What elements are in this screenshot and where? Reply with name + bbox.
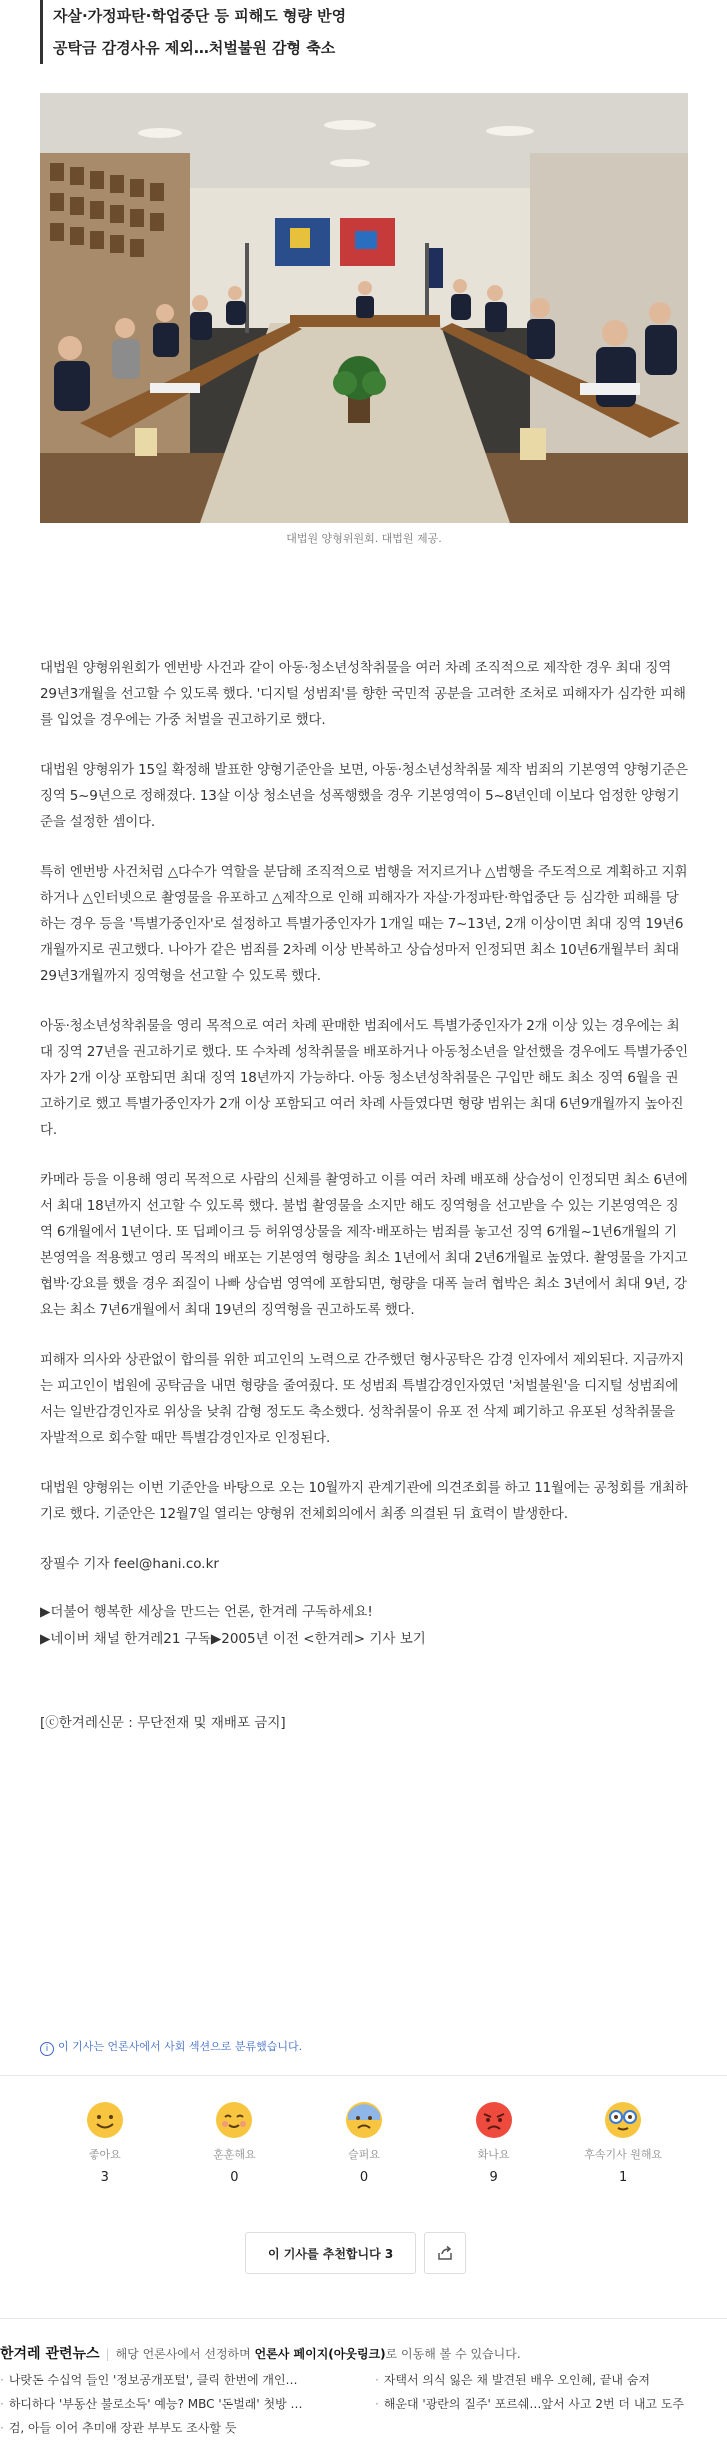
reaction-want-more[interactable]	[578, 2100, 668, 2185]
separator: |	[105, 2347, 110, 2361]
section-notice-text: 이 기사는 언론사에서 사회 섹션으로 분류했습니다.	[58, 2040, 303, 2053]
reaction-count: 3	[100, 2170, 109, 2185]
related-news-title-text: 나랏돈 수십억 들인 '정보공개포털', 클릭 한번에 개인…	[8, 2373, 298, 2387]
copyright-notice: [ⓒ한겨레신문 : 무단전재 및 재배포 금지]	[40, 1715, 286, 1731]
subtitle-line-1: 자살·가정파탄·학업중단 등 피해도 형량 반영	[53, 7, 347, 25]
article-subtitle	[40, 0, 693, 64]
subtitle-line-2: 공탁금 감경사유 제외…처벌불원 감형 축소	[53, 39, 336, 57]
bullet-icon: ·	[375, 2397, 379, 2411]
related-news-title-text: 하디하다 '부동산 불로소득' 예능? MBC '돈벌래' 첫방 …	[8, 2397, 303, 2411]
reaction-like[interactable]	[60, 2100, 150, 2185]
reaction-count: 1	[619, 2170, 628, 2185]
article-paragraph: 대법원 양형위는 이번 기준안을 바탕으로 오는 10월까지 관계기관에 의견조회를 하고 11월에는 공청회를 개최하기로 했다. 기준안은 12월7일 열리는 양형위 전체회의에서 최종 의결된 뒤 효력이 발생한다.	[40, 1480, 688, 1522]
related-row	[0, 2395, 727, 2419]
related-desc-bold: 언론사 페이지(아웃링크)	[254, 2347, 386, 2361]
related-news-item[interactable]	[0, 2419, 363, 2443]
bullet-icon: ·	[0, 2373, 4, 2387]
related-news-title-text: 해운대 '광란의 질주' 포르쉐…앞서 사고 2번 더 내고 도주	[383, 2397, 685, 2411]
bullet-icon: ·	[0, 2421, 4, 2435]
like-face-icon	[85, 2100, 125, 2140]
sad-face-icon	[344, 2100, 384, 2140]
related-news-item[interactable]	[363, 2371, 726, 2395]
section-notice	[40, 2038, 302, 2056]
info-icon: i	[40, 2042, 54, 2056]
reaction-label: 화나요	[477, 2148, 510, 2161]
subscribe-link[interactable]: ▶더불어 행복한 세상을 만드는 언론, 한겨레 구독하세요!	[40, 1604, 373, 1620]
warm-face-icon	[214, 2100, 254, 2140]
reaction-label: 슬퍼요	[348, 2148, 380, 2161]
related-desc-prefix: 해당 언론사에서 선정하며	[115, 2347, 255, 2361]
byline: 장필수 기자 feel@hani.co.kr	[40, 1556, 219, 1572]
reaction-count: 0	[230, 2170, 239, 2185]
meeting-room-illustration	[40, 93, 688, 523]
reaction-count: 9	[489, 2170, 498, 2185]
related-row	[0, 2371, 727, 2395]
divider	[0, 2318, 727, 2319]
recommend-button[interactable]: 이 기사를 추천합니다 3	[245, 2232, 416, 2274]
related-news-item[interactable]	[0, 2395, 363, 2419]
reaction-sad[interactable]	[319, 2100, 409, 2185]
article-body	[40, 655, 688, 1731]
bullet-icon: ·	[375, 2373, 379, 2387]
article-paragraph: 카메라 등을 이용해 영리 목적으로 사람의 신체를 촬영하고 이를 여러 차례 배포해 상습성이 인정되면 최소 6년에서 최대 18년까지 선고할 수 있도록 했다. 불법 촬영물을 소지만 해도 징역형을 선고받을 수 있는 기본영역은 징역 6개월에서 1년이다. 또 딥페이크 등 허위영상물을 제작·배포하는 범죄를 놓고선 징역 6개월~1년6개월의 기본영역을 적용했고 영리 목적의 배포는 기본영역 형량을 최소 1년에서 최대 2년6개월로 높였다. 촬영물을 가지고 협박·강요를 했을 경우 죄질이 나빠 상습범 영역에 포함되면, 형량을 대폭 늘려 협박은 최소 3년에서 최대 9년, 강요는 최소 7년6개월에서 최대 19년의 징역형을 권고하도록 했다.	[40, 1172, 688, 1318]
related-row	[0, 2419, 727, 2443]
related-news-title-text: 자택서 의식 잃은 채 발견된 배우 오인혜, 끝내 숨져	[383, 2373, 650, 2387]
related-news-item[interactable]	[0, 2371, 363, 2395]
article-paragraph: 특히 엔번방 사건처럼 △다수가 역할을 분담해 조직적으로 범행을 저지르거나 △범행을 주도적으로 계획하고 지휘하거나 △인터넷으로 촬영물을 유포하고 △제작으로 인해 피해자가 자살·가정파탄·학업중단 등 심각한 피해를 당하는 경우 등을 '특별가중인자'로 설정하고 특별가중인자가 1개일 때는 7~13년, 2개 이상이면 최대 징역 19년6개월까지로 권고했다. 나아가 같은 범죄를 2차례 이상 반복하고 상습성마저 인정되면 최소 10년6개월부터 최대 29년3개월까지 징역형을 선고할 수 있도록 했다.	[40, 864, 688, 984]
share-button[interactable]	[424, 2232, 466, 2274]
reaction-angry[interactable]	[449, 2100, 539, 2185]
article-paragraph: 대법원 양형위원회가 엔번방 사건과 같이 아동·청소년성착취물을 여러 차례 조직적으로 제작한 경우 최대 징역 29년3개월을 선고할 수 있도록 했다. '디지털 성범죄'를 향한 국민적 공분을 고려한 조처로 피해자가 심각한 피해를 입었을 경우에는 가중 처벌을 권고하기로 했다.	[40, 660, 686, 728]
related-news-header	[0, 2343, 521, 2363]
photo-caption: 대법원 양형위원회. 대법원 제공.	[286, 532, 442, 545]
bullet-icon: ·	[0, 2397, 4, 2411]
reaction-label: 훈훈해요	[213, 2148, 256, 2161]
share-icon	[436, 2244, 454, 2262]
related-desc-suffix: 로 이동해 볼 수 있습니다.	[385, 2347, 521, 2361]
recommend-row	[245, 2232, 466, 2274]
related-news-title-text: 검, 아들 이어 추미애 장관 부부도 조사할 듯	[8, 2421, 237, 2435]
divider	[0, 2075, 727, 2076]
related-news-item[interactable]	[363, 2395, 726, 2419]
reaction-label: 좋아요	[88, 2148, 121, 2161]
related-news-title[interactable]: 한겨레 관련뉴스	[0, 2346, 100, 2362]
reaction-bar	[40, 2100, 688, 2185]
article-paragraph: 아동·청소년성착취물을 영리 목적으로 여러 차례 판매한 범죄에서도 특별가중인자가 2개 이상 있는 경우에는 최대 징역 27년을 권고하기로 했다. 또 수차례 성착취물을 배포하거나 아동청소년을 알선했을 경우에도 특별가중인자가 2개 이상 포함되면 최대 징역 18년까지 가능하다. 아동 청소년성착취물은 구입만 해도 최소 징역 6월을 권고하기로 했고 특별가중인자가 2개 이상 포함되고 여러 차례 사들였다면 형량 범위는 최대 6년9개월까지 높아진다.	[40, 1018, 688, 1138]
article-paragraph: 피해자 의사와 상관없이 합의를 위한 피고인의 노력으로 간주했던 형사공탁은 감경 인자에서 제외된다. 지금까지는 피고인이 법원에 공탁금을 내면 형량을 줄여줬다. 또 성범죄 특별감경인자였던 '처벌불원'을 디지털 성범죄에서는 일반감경인자로 위상을 낮춰 감형 정도도 축소했다. 성착취물이 유포 전 삭제 폐기하고 유포된 성착취물을 자발적으로 회수할 때만 특별감경인자로 인정된다.	[40, 1352, 684, 1446]
reaction-label: 후속기사 원해요	[584, 2148, 663, 2161]
article-photo[interactable]	[40, 93, 688, 523]
angry-face-icon	[474, 2100, 514, 2140]
reaction-count: 0	[359, 2170, 369, 2185]
naver-channel-link[interactable]: ▶네이버 채널 한겨레21 구독▶2005년 이전 <한겨레> 기사 보기	[40, 1631, 426, 1647]
article-paragraph: 대법원 양형위가 15일 확정해 발표한 양형기준안을 보면, 아동·청소년성착취물 제작 범죄의 기본영역 양형기준은 징역 5~9년으로 정해졌다. 13살 이상 청소년을 성폭행했을 경우 기본영역이 5~8년인데 이보다 엄정한 양형기준을 설정한 셈이다.	[40, 762, 688, 830]
want-more-face-icon	[603, 2100, 643, 2140]
reaction-warm[interactable]	[189, 2100, 279, 2185]
related-news-list	[0, 2371, 727, 2443]
